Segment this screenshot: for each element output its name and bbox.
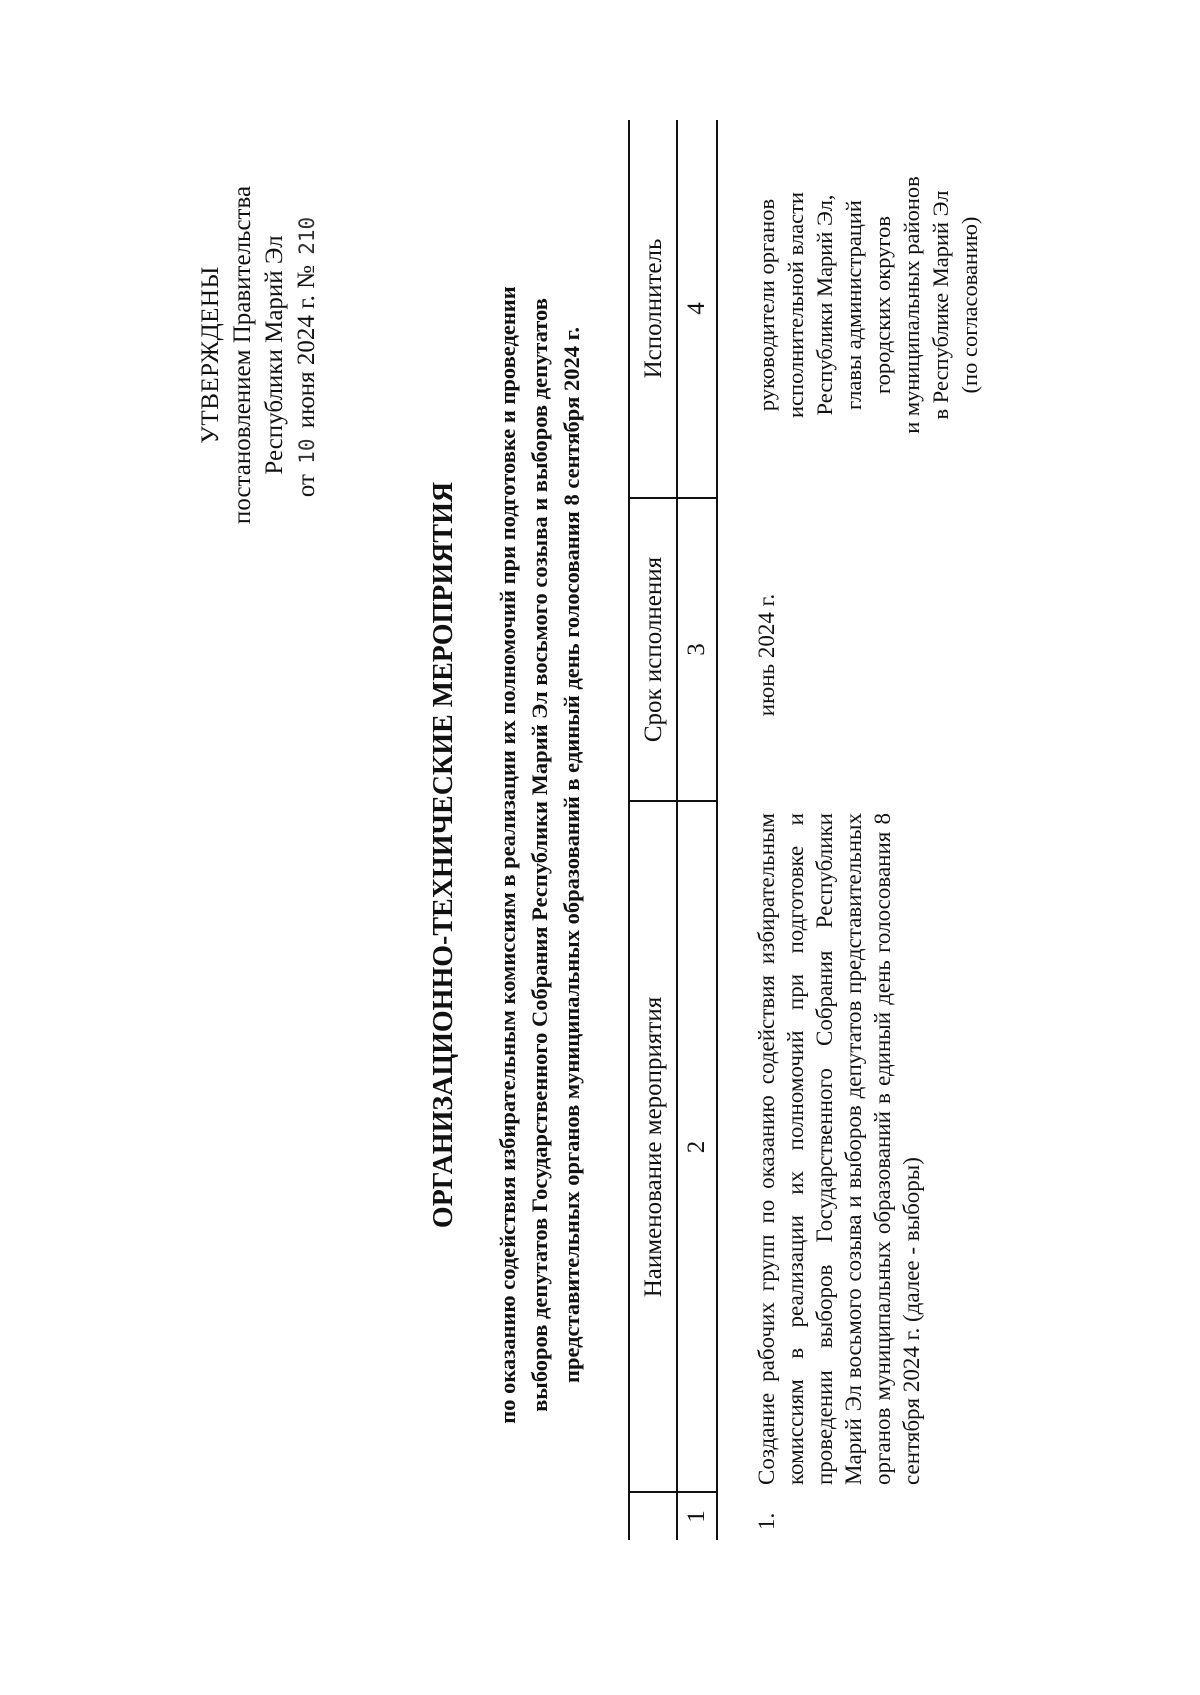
column-header-executor: Исполнитель: [640, 238, 667, 379]
column-header-name: Наименование мероприятия: [640, 996, 667, 1298]
executor-line: руководители органов: [754, 198, 779, 412]
subtitle-line: по оказанию содействия избирательным комиссиям в реализации их полномочий при подготовке и проведении: [495, 286, 520, 1424]
column-number: 3: [683, 643, 710, 656]
table-top-border: [628, 120, 630, 1540]
row-executor: [752, 140, 984, 470]
table-header-divider: [676, 120, 678, 1540]
executor-line: и муниципальных районов: [899, 176, 924, 434]
approval-line: постановлением Правительства: [229, 185, 256, 525]
column-number: 1: [683, 1510, 710, 1523]
subtitle-line: выборов депутатов Государственного Собрания Республики Марий Эл восьмого созыва и выборов депутатов: [527, 298, 552, 1412]
executor-line: в Республике Марий Эл: [928, 190, 953, 420]
row-deadline: июнь 2024 г.: [754, 593, 779, 717]
executor-line: главы администраций: [841, 200, 866, 410]
column-number: 4: [683, 302, 710, 315]
approval-stamp: [195, 165, 323, 545]
executor-line: Республики Марий Эл,: [812, 194, 837, 416]
subtitle-line: представительных органов муниципальных образований в единый день голосования 8 сентября 2024 г.: [559, 327, 584, 1383]
approval-month-year: июня 2024 г. №: [293, 265, 320, 429]
row-number: 1.: [754, 1512, 779, 1530]
document-subtitle: [492, 175, 588, 1535]
row-activity-name: Создание рабочих групп по оказанию содействия избирательным комиссиям в реализации их полномочий при подготовке и проведении выборов Государственного Собрания Республики Марий Эл восьмого созыва и выборов депутатов представительных органов муниципальных образований в единый день голосования 8 сентября 2024 г. (далее - выборы): [754, 813, 924, 1485]
executor-line: городских округов: [870, 216, 895, 394]
approval-number: 210: [295, 216, 319, 255]
table-numbers-divider: [716, 120, 718, 1540]
column-number: 2: [683, 1140, 710, 1154]
executor-line: (по согласованию): [957, 216, 982, 394]
approval-date-prefix: от: [293, 474, 320, 498]
document-title: ОРГАНИЗАЦИОННО-ТЕХНИЧЕСКИЕ МЕРОПРИЯТИЯ: [428, 481, 459, 1229]
executor-line: исполнительной власти: [783, 192, 808, 418]
approval-line: Республики Марий Эл: [261, 235, 288, 475]
approval-date-line: [291, 165, 323, 545]
approval-heading: УТВЕРЖДЕНЫ: [197, 266, 224, 444]
column-header-term: Срок исполнения: [640, 556, 667, 743]
approval-day: 10: [295, 438, 319, 464]
